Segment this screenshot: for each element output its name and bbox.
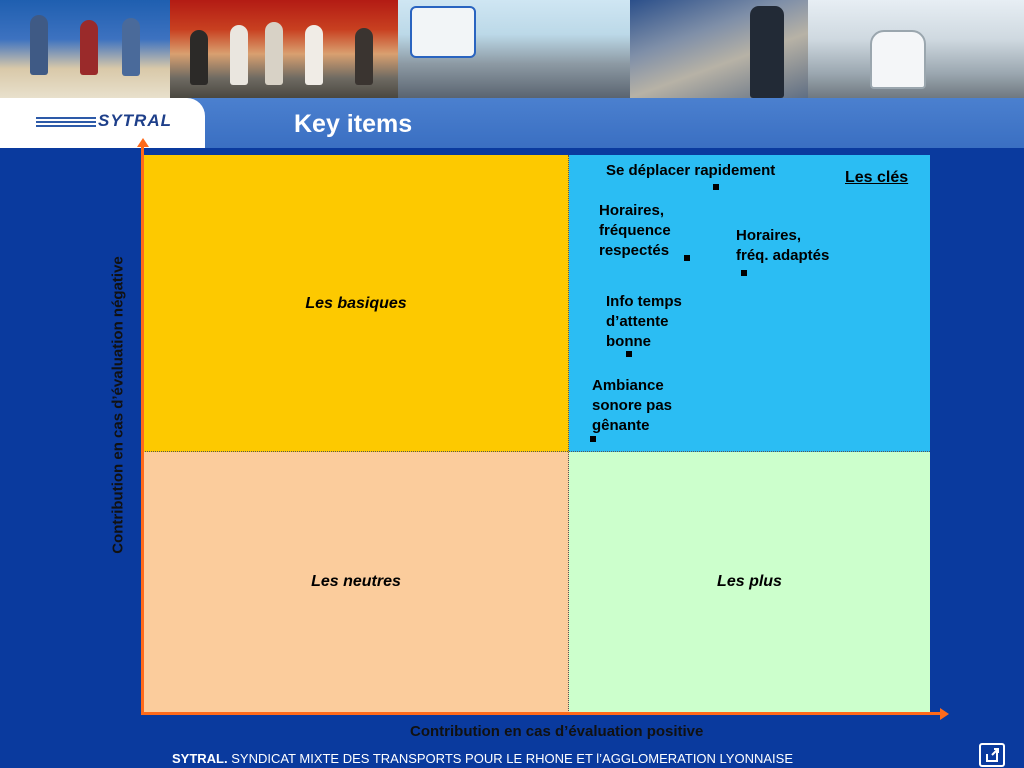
photo-banner [0, 0, 1024, 98]
item-marker [684, 255, 690, 261]
item-line: bonne [606, 333, 651, 350]
item-marker [713, 184, 719, 190]
item-line: Ambiance [592, 377, 664, 394]
item-horaires-freq-adaptes [736, 226, 829, 266]
item-line: Se déplacer rapidement [606, 162, 776, 179]
item-marker [741, 270, 747, 276]
home-return-button[interactable] [979, 743, 1005, 767]
item-ambiance-sonore [592, 376, 672, 436]
item-line: respectés [599, 242, 670, 259]
item-horaires-frequence-respectes [599, 201, 671, 261]
footer-text [172, 751, 793, 766]
quadrant-divider-horizontal [143, 451, 930, 452]
item-marker [590, 436, 596, 442]
label-neutres: Les neutres [311, 573, 401, 590]
logo-text: SYTRAL [98, 111, 172, 130]
x-axis-line [141, 712, 941, 715]
x-axis-arrow-icon [940, 708, 949, 720]
photo-city-aerial [630, 0, 808, 98]
item-line: Info temps [606, 293, 682, 310]
footer-brand: SYTRAL. [172, 751, 228, 766]
item-info-temps-attente [606, 292, 682, 352]
logo-stripes-icon [36, 117, 96, 129]
item-line: Horaires, [736, 227, 802, 244]
page-title: Key items [294, 110, 413, 138]
item-line: gênante [592, 417, 650, 434]
label-cles: Les clés [845, 169, 909, 186]
photo-children-on-bus [0, 0, 170, 98]
y-axis-label: Contribution en cas d’évaluation négative [109, 256, 127, 554]
home-return-icon [983, 746, 1001, 764]
item-line: Horaires, [599, 202, 665, 219]
label-plus: Les plus [717, 573, 782, 590]
tram-illustration [870, 30, 926, 89]
item-line: fréq. adaptés [736, 247, 830, 264]
y-axis-arrow-icon [137, 138, 149, 147]
quadrant-divider-vertical [568, 155, 569, 713]
item-line: fréquence [599, 222, 671, 239]
item-se-deplacer-rapidement [606, 161, 775, 181]
label-basiques: Les basiques [305, 295, 407, 312]
item-line: d’attente [606, 313, 669, 330]
item-line: sonore pas [592, 397, 673, 414]
bus-illustration [410, 6, 476, 58]
item-marker [626, 351, 632, 357]
x-axis-label: Contribution en cas d’évaluation positive [410, 723, 704, 740]
y-axis-line [141, 145, 144, 715]
footer-description: SYNDICAT MIXTE DES TRANSPORTS POUR LE RHONE ET l’AGGLOMERATION LYONNAISE [227, 751, 793, 766]
photo-metro-station [170, 0, 398, 98]
